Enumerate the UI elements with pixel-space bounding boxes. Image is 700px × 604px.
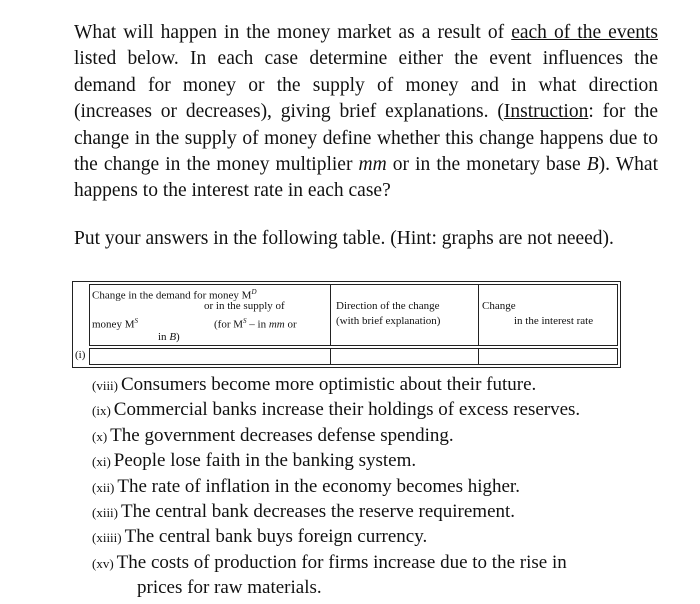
header-col2-line2: (with brief explanation): [336, 315, 441, 327]
header-col2-line1: Direction of the change: [336, 300, 440, 312]
intro-text-4: or in the monetary base: [386, 154, 587, 176]
event-item: (xi) People lose faith in the banking system.: [92, 450, 417, 472]
event-list: [92, 373, 672, 601]
intro-B: B: [586, 154, 599, 176]
event-item-continuation: prices for raw materials.: [137, 577, 322, 599]
header-col1-line3b: (for $M^S$ – in mm or: [214, 317, 297, 331]
event-item: (ix) Commercial banks increase their holdings of excess reserves.: [92, 399, 581, 421]
table-answer-row-i: [89, 348, 618, 365]
intro-underlined-instruction: Instruction: [503, 101, 589, 123]
event-item: (xv) The costs of production for firms increase due to the rise in: [92, 551, 567, 573]
intro-text-2: listed below. In each case determine either the event influences the demand for money or the supply of money and in what direction (increases or decreases), giving brief explanations. (: [74, 48, 658, 123]
header-col3-line1: Change: [482, 300, 516, 312]
header-col1-line1: Change in the demand for money $M^D$: [92, 288, 257, 302]
event-item: (xii) The rate of inflation in the economy becomes higher.: [92, 475, 520, 497]
intro-underlined-each-events: each of the events: [511, 22, 658, 43]
intro-text-5: ). What happens to the interest rate in each case?: [74, 154, 659, 202]
table-header-row: [89, 284, 618, 346]
event-item: (viii) Consumers become more optimistic about their future.: [92, 374, 537, 395]
answer-table: [72, 281, 621, 368]
row-label-i: (i): [75, 349, 86, 361]
intro-mm: mm: [358, 154, 387, 176]
intro-paragraph: [74, 20, 658, 205]
table-instruction: Put your answers in the following table. (Hint: graphs are not neeed).: [74, 228, 614, 249]
intro-text-1: What will happen in the money market as a result of: [74, 22, 512, 43]
intro-text-3: : for the change in the supply of money define whether this change happens due to the change in the money multiplier: [74, 101, 658, 176]
event-item: (xiiii) The central bank buys foreign currency.: [92, 526, 428, 548]
header-col3-line2: in the interest rate: [514, 315, 594, 327]
header-col1-line4: in B): [158, 331, 180, 343]
event-item: (x) The government decreases defense spending.: [92, 424, 454, 446]
header-col1-line3a: money $M^S$: [92, 317, 138, 331]
header-col1-line2: or in the supply of: [204, 300, 285, 312]
event-item: (xiii) The central bank decreases the reserve requirement.: [92, 501, 516, 523]
